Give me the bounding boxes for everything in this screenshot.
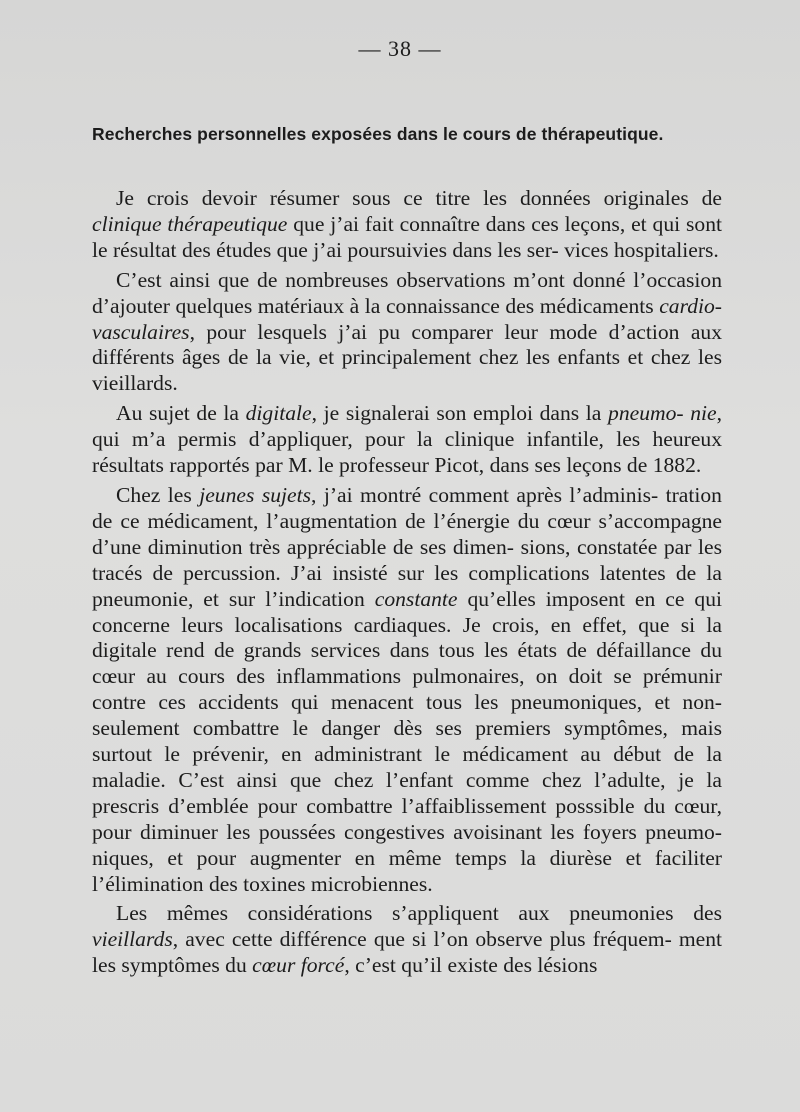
paragraph <box>92 483 722 898</box>
text-run: , pour lesquels j’ai pu comparer leur mode d’action aux différents âges de la vie, et principalement chez les enfants et chez les vieillards. <box>92 319 722 396</box>
italic-term: jeunes sujets <box>199 482 312 507</box>
text-run: , je signalerai son emploi dans la <box>311 401 609 426</box>
italic-term: constante <box>374 586 458 611</box>
text-run: Chez les <box>116 482 200 507</box>
text-run: , avec cette différence que si l’on observe plus fréquem- ment les symptômes du <box>92 927 722 978</box>
paragraph <box>92 268 722 398</box>
italic-term: digitale <box>245 401 312 426</box>
paragraph <box>92 901 722 979</box>
text-run: qu’elles imposent en ce qui concerne leurs localisations cardiaques. Je crois, en effet, que si la digitale rend de grands services dans tous les états de défaillance du cœur au cours des inflammations pulmonaires, on doit se prémunir contre ces accidents qui menacent tous les pneumoniques, et non-seulement combattre le danger dès ses premiers symptômes, mais surtout le prévenir, en administrant le médicament au début de la maladie. C’est ainsi que chez l’enfant comme chez l’adulte, je la prescris d’emblée pour combattre l’affaiblissement posssible du cœur, pour diminuer les poussées congestives avoisinant les foyers pneumo- niques, et pour augmenter en même temps la diurèse et faciliter l’élimination des toxines microbiennes. <box>92 586 722 896</box>
text-run: , c’est qu’il existe des lésions <box>344 953 598 978</box>
italic-term: cardio-vasculaires <box>92 293 722 344</box>
text-run: Au sujet de la <box>116 401 246 426</box>
text-run: , j’ai montré comment après l’adminis- tration de ce médicament, l’augmentation de l’énergie du cœur s’accompagne d’une diminution très appréciable de ses dimen- sions, constatée par les tracés de percussion. J’ai insisté sur les complications latentes de la pneumonie, et sur l’indication <box>92 482 722 611</box>
italic-term: cœur forcé <box>252 953 345 978</box>
italic-term: pneumo- nie <box>608 401 717 426</box>
text-run: Les mêmes considérations s’appliquent aux pneumonies des <box>116 901 722 926</box>
text-run: que j’ai fait connaître dans ces leçons, et qui sont le résultat des études que j’ai poursuivies dans les ser- vices hospitaliers. <box>92 211 722 262</box>
paragraph <box>92 401 722 479</box>
text-run: C’est ainsi que de nombreuses observations m’ont donné l’occasion d’ajouter quelques matériaux à la connaissance des médicaments <box>92 267 722 318</box>
paragraph <box>92 186 722 264</box>
page-number: — 38 — <box>358 36 442 61</box>
italic-term: vieillards <box>92 927 173 952</box>
italic-term: clinique thérapeutique <box>92 211 288 236</box>
text-run: , qui m’a permis d’appliquer, pour la clinique infantile, les heureux résultats rapportés par M. le professeur Picot, dans ses leçons de 1882. <box>92 401 722 478</box>
body-text <box>92 186 722 979</box>
text-run: Je crois devoir résumer sous ce titre les données originales de <box>116 186 722 210</box>
section-heading: Recherches personnelles exposées dans le cours de thérapeutique. <box>92 124 664 144</box>
